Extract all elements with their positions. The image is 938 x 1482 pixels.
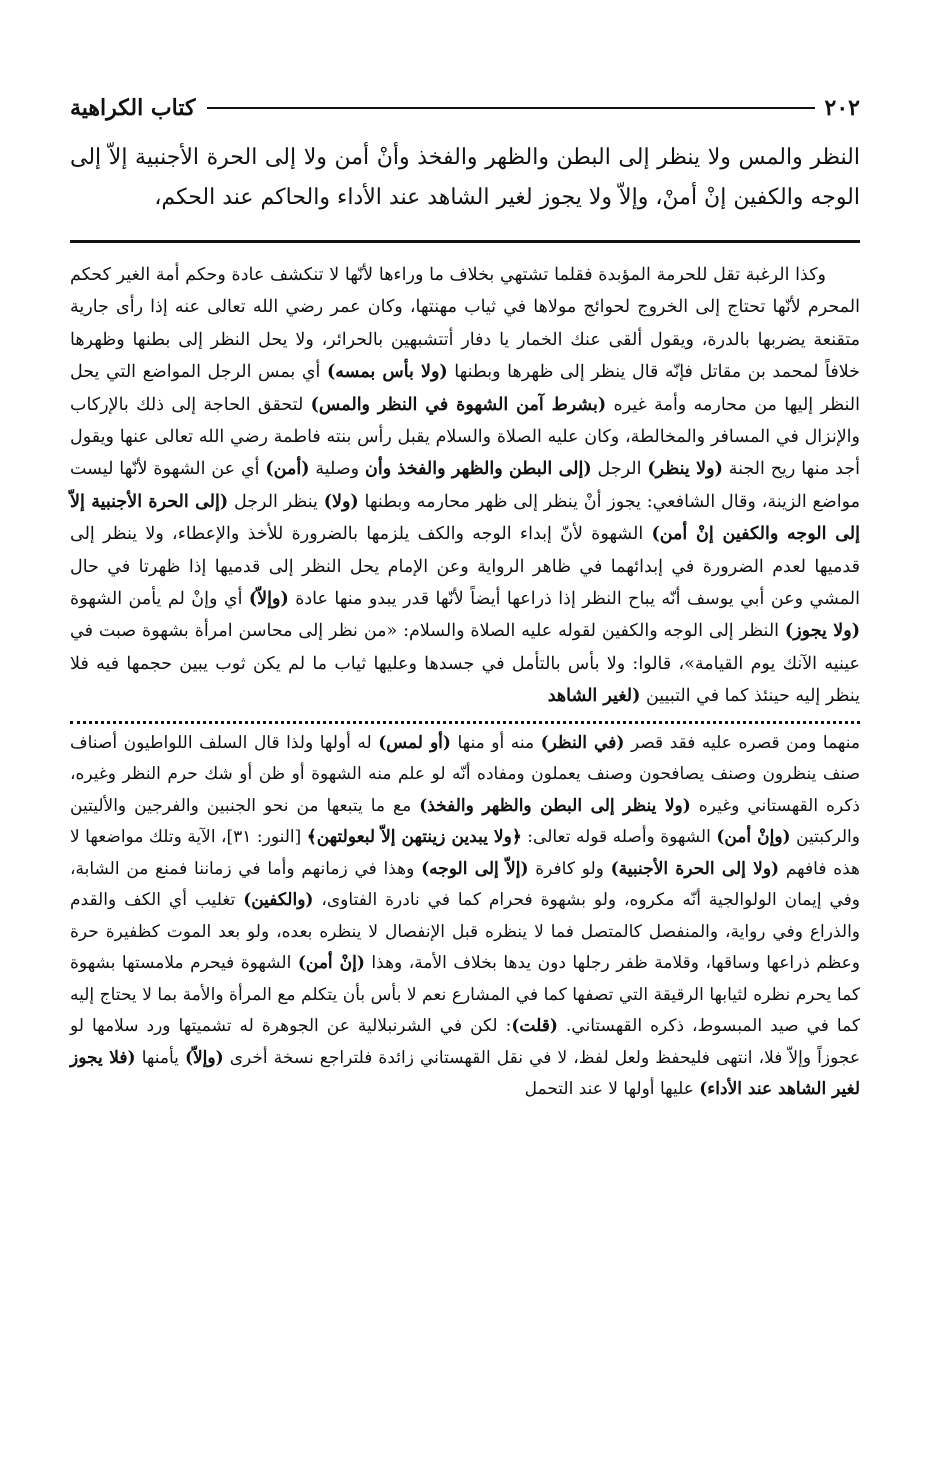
- gloss-separator: [70, 721, 860, 724]
- gloss-bold-phrase: (فلا يجوز لغير الشاهد عند الأداء): [70, 1047, 860, 1100]
- commentary-text-run: ينظر الرجل: [228, 491, 324, 512]
- header-rule: [207, 107, 814, 109]
- commentary-bold-phrase: (ولا يجوز): [784, 621, 860, 642]
- gloss-text-run: له أولها ولذا قال السلف اللواطيون أصناف صنف ينظرون وصنف يصافحون وصنف يعملون ومفاده أنّه لو علم منه الشهوة أو ظن أو شك حرم النظر وغيره، ذكره القهستاني وغيره: [70, 732, 860, 816]
- main-text-separator: [70, 240, 860, 243]
- gloss-bold-phrase: (ولا إلى الحرة الأجنبية): [610, 858, 780, 879]
- commentary-text-run: الرجل: [591, 459, 648, 480]
- commentary-bold-phrase: (أمن): [265, 459, 310, 480]
- gloss-bold-phrase: (إنْ أمن): [297, 953, 365, 974]
- commentary-bold-phrase: (لغير الشاهد: [547, 686, 641, 707]
- book-page: [70, 88, 860, 1106]
- commentary-bold-phrase: (وإلاّ): [248, 589, 289, 610]
- gloss-bold-phrase: (أو لمس): [378, 732, 451, 753]
- main-text-paragraph: النظر والمس ولا ينظر إلى البطن والظهر والفخذ وأنْ أمن ولا إلى الحرة الأجنبية إلاّ إلى الوجه والكفين إنْ أمنْ، وإلاّ ولا يجوز لغير الشاهد عند الأداء والحاكم عند الحكم،: [70, 145, 860, 210]
- gloss-text-run: : لكن في الشرنبلالية عن الجوهرة له تشميتها ورد سلامها لو عجوزاً وإلاّ فلا، انتهى فليحفظ ولعل لفظ، لا في نقل القهستاني زائدة فلتراجع نسخة أخرى: [70, 1016, 860, 1068]
- commentary-bold-phrase: (إلى الحرة الأجنبية إلاّ إلى الوجه والكفين إنْ أمن): [70, 491, 860, 545]
- gloss-text-run: الشهوة وأصله قوله تعالى:: [521, 827, 717, 848]
- gloss-bold-phrase: (إلاّ إلى الوجه): [421, 858, 529, 879]
- gloss-text-run: وهذا في زمانهم وأما في زماننا فمنع من الشابة، وفي إيمان الولوالجية أنّه مكروه، ولو بشهوة فحرام كما في نادرة الفتاوى،: [70, 858, 860, 911]
- page-number: ٢٠٢: [824, 95, 860, 121]
- running-header: [70, 88, 860, 128]
- commentary-text-run: الشهوة لأنّ إبداء الوجه والكف يلزمها بالضرورة للأخذ والإعطاء، ولا ينظر إلى قدميها لعدم الضرورة في إبدائهما في ظاهر الرواية وعن الإمام يحل النظر إلى قدميها إذا ظهرتا في حال المشي وعن أبي يوسف أنّه يباح النظر إذا ذراعها أيضاً لأنّها قدر يبدو منها عادة: [70, 524, 860, 610]
- gloss-paragraph: [70, 728, 860, 1106]
- gloss-text-run: تغليب أي الكف والقدم والذراع وفي رواية، والمنفصل كالمتصل فما لا ينظره قبل الإنفصال لا ينظره بعده، ولو بعد الموت كظفيرة حرة وعظم ذراعها وساقها، وقلامة ظفر رجلها دون يدها بخلاف الأمة، وهذا: [70, 890, 861, 974]
- commentary-text-run: أي عن الشهوة لأنّها ليست مواضع الزينة، وقال الشافعي: يجوز أنْ ينظر إلى ظهر محارمه وبطنها: [70, 459, 860, 512]
- commentary-bold-phrase: (بشرط آمن الشهوة في النظر والمس): [310, 394, 607, 415]
- gloss-bold-phrase: (في النظر): [540, 732, 625, 753]
- commentary-bold-phrase: (ولا): [323, 491, 359, 512]
- commentary: [70, 259, 860, 713]
- gloss-text-run: مع ما يتبعها من نحو الجنبين والفرجين والأليتين والركبتين: [70, 795, 860, 848]
- gloss-bold-phrase: (ولا ينظر إلى البطن والظهر والفخذ): [419, 795, 691, 816]
- commentary-text-run: أي وإنْ لم يأمن الشهوة: [70, 589, 249, 610]
- gloss-text-run: الشهوة فيحرم ملامستها بشهوة كما يحرم نظره لثيابها الرقيقة التي تصفها كما في المشارع نعم لا بأس بأن يتكلم مع المرأة والأمة بما لا يحتاج إليه كما في صيد المبسوط، ذكره القهستاني.: [70, 953, 860, 1037]
- commentary-text-run: النظر إلى الوجه والكفين لقوله عليه الصلاة والسلام: «من نظر إلى محاسن امرأة بشهوة صبت في عينيه الآنك يوم القيامة»، قالوا: ولا بأس بالتأمل في جسدها وعليها ثياب ما لم يكن ثوب يبين حجمها فيه فلا ينظر إليه حينئذ كما في التبيين: [70, 621, 860, 707]
- gloss-text-run: منه أو منها: [450, 732, 541, 753]
- commentary-bold-phrase: (إلى البطن والظهر والفخذ وأن: [365, 459, 592, 480]
- commentary-text-run: لتحقق الحاجة إلى ذلك بالإركاب والإنزال في المسافر والمخالطة، وكان عليه الصلاة والسلام يقبل رأس بنته فاطمة رضي الله تعالى عنها ويقول أجد منها ريح الجنة: [70, 394, 860, 480]
- gloss-bold-phrase: (والكفين): [243, 890, 314, 911]
- commentary-bold-phrase: (ولا ينظر): [647, 459, 723, 480]
- gloss-bold-phrase: (وإنْ أمن): [716, 827, 791, 848]
- gloss-bold-phrase: (قلت): [511, 1016, 558, 1037]
- gloss-text-run: ولو كافرة: [528, 858, 611, 879]
- gloss: [70, 728, 860, 1106]
- commentary-text-run: وصلية: [309, 459, 365, 480]
- gloss-text-run: عليها أولها لا عند التحمل: [524, 1079, 700, 1100]
- gloss-text-run: منهما ومن قصره عليه فقد قصر: [624, 732, 860, 753]
- commentary-bold-phrase: (ولا بأس بمسه): [326, 362, 448, 383]
- commentary-text-run: أي بمس الرجل المواضع التي يحل النظر إليها من محارمه وأمة غيره: [70, 362, 860, 415]
- gloss-bold-phrase: ﴿ولا يبدين زينتهن إلاّ لبعولتهن﴾: [306, 827, 522, 848]
- gloss-text-run: يأمنها: [135, 1047, 185, 1068]
- commentary-text-run: وكذا الرغبة تقل للحرمة المؤبدة فقلما تشتهي بخلاف ما وراءها لأنّها لا تنكشف عادة وحكم أمة الغير كحكم المحرم لأنّها تحتاج إلى الخروج لحوائج مولاها في ثياب مهنتها، وكان عمر رضي الله تعالى عنه إذا رأى جارية متقنعة يضربها بالدرة، ويقول ألقى عنك الخمار يا دفار أتتشبهين بالحرائر، ولا يحل النظر إلى بطنها وظهرها خلافاً لمحمد بن مقاتل فإنّه قال ينظر إلى ظهرها وبطنها: [70, 265, 860, 383]
- gloss-bold-phrase: (وإلاّ): [184, 1047, 224, 1068]
- main-text: [70, 138, 860, 218]
- gloss-text-run: [النور: ٣١]، الآية وتلك مواضعها لا هذه فافهم: [70, 827, 860, 879]
- commentary-paragraph: [70, 259, 860, 713]
- book-title: كتاب الكراهية: [70, 95, 196, 121]
